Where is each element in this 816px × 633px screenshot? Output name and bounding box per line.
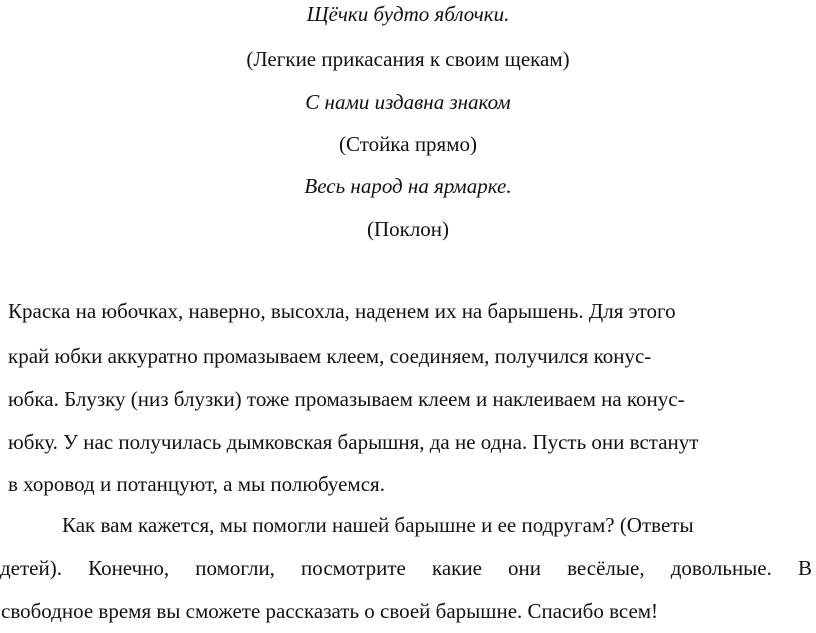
- paragraph-2-line-2: детей). Конечно, помогли, посмотрите какие они весёлые, довольные. В: [0, 556, 812, 580]
- paragraph-1-line-2: край юбки аккуратно промазываем клеем, соединяем, получился конус-: [8, 344, 652, 368]
- poem-line-3: Весь народ на ярмарке.: [304, 174, 512, 198]
- poem-stage-direction-1: (Легкие прикасания к своим щекам): [246, 47, 570, 71]
- paragraph-2-line-1: Как вам кажется, мы помогли нашей барышне и ее подругам? (Ответы: [62, 513, 694, 537]
- paragraph-1-line-5: в хоровод и потанцуют, а мы полюбуемся.: [8, 472, 385, 496]
- poem-stage-direction-3: (Поклон): [366, 217, 450, 241]
- paragraph-1-line-3: юбка. Блузку (низ блузки) тоже промазываем клеем и наклеиваем на конус-: [8, 387, 685, 411]
- paragraph-1-line-4: юбку. У нас получилась дымковская барышня, да не одна. Пусть они встанут: [8, 430, 699, 454]
- poem-line-2: С нами издавна знаком: [305, 90, 511, 114]
- paragraph-1-line-1: Краска на юбочках, наверно, высохла, наденем их на барышень. Для этого: [8, 299, 676, 323]
- poem-line-1: Щёчки будто яблочки.: [306, 2, 510, 26]
- poem-stage-direction-2: (Стойка прямо): [339, 132, 477, 156]
- paragraph-2-line-3: свободное время вы сможете рассказать о своей барышне. Спасибо всем!: [1, 599, 659, 623]
